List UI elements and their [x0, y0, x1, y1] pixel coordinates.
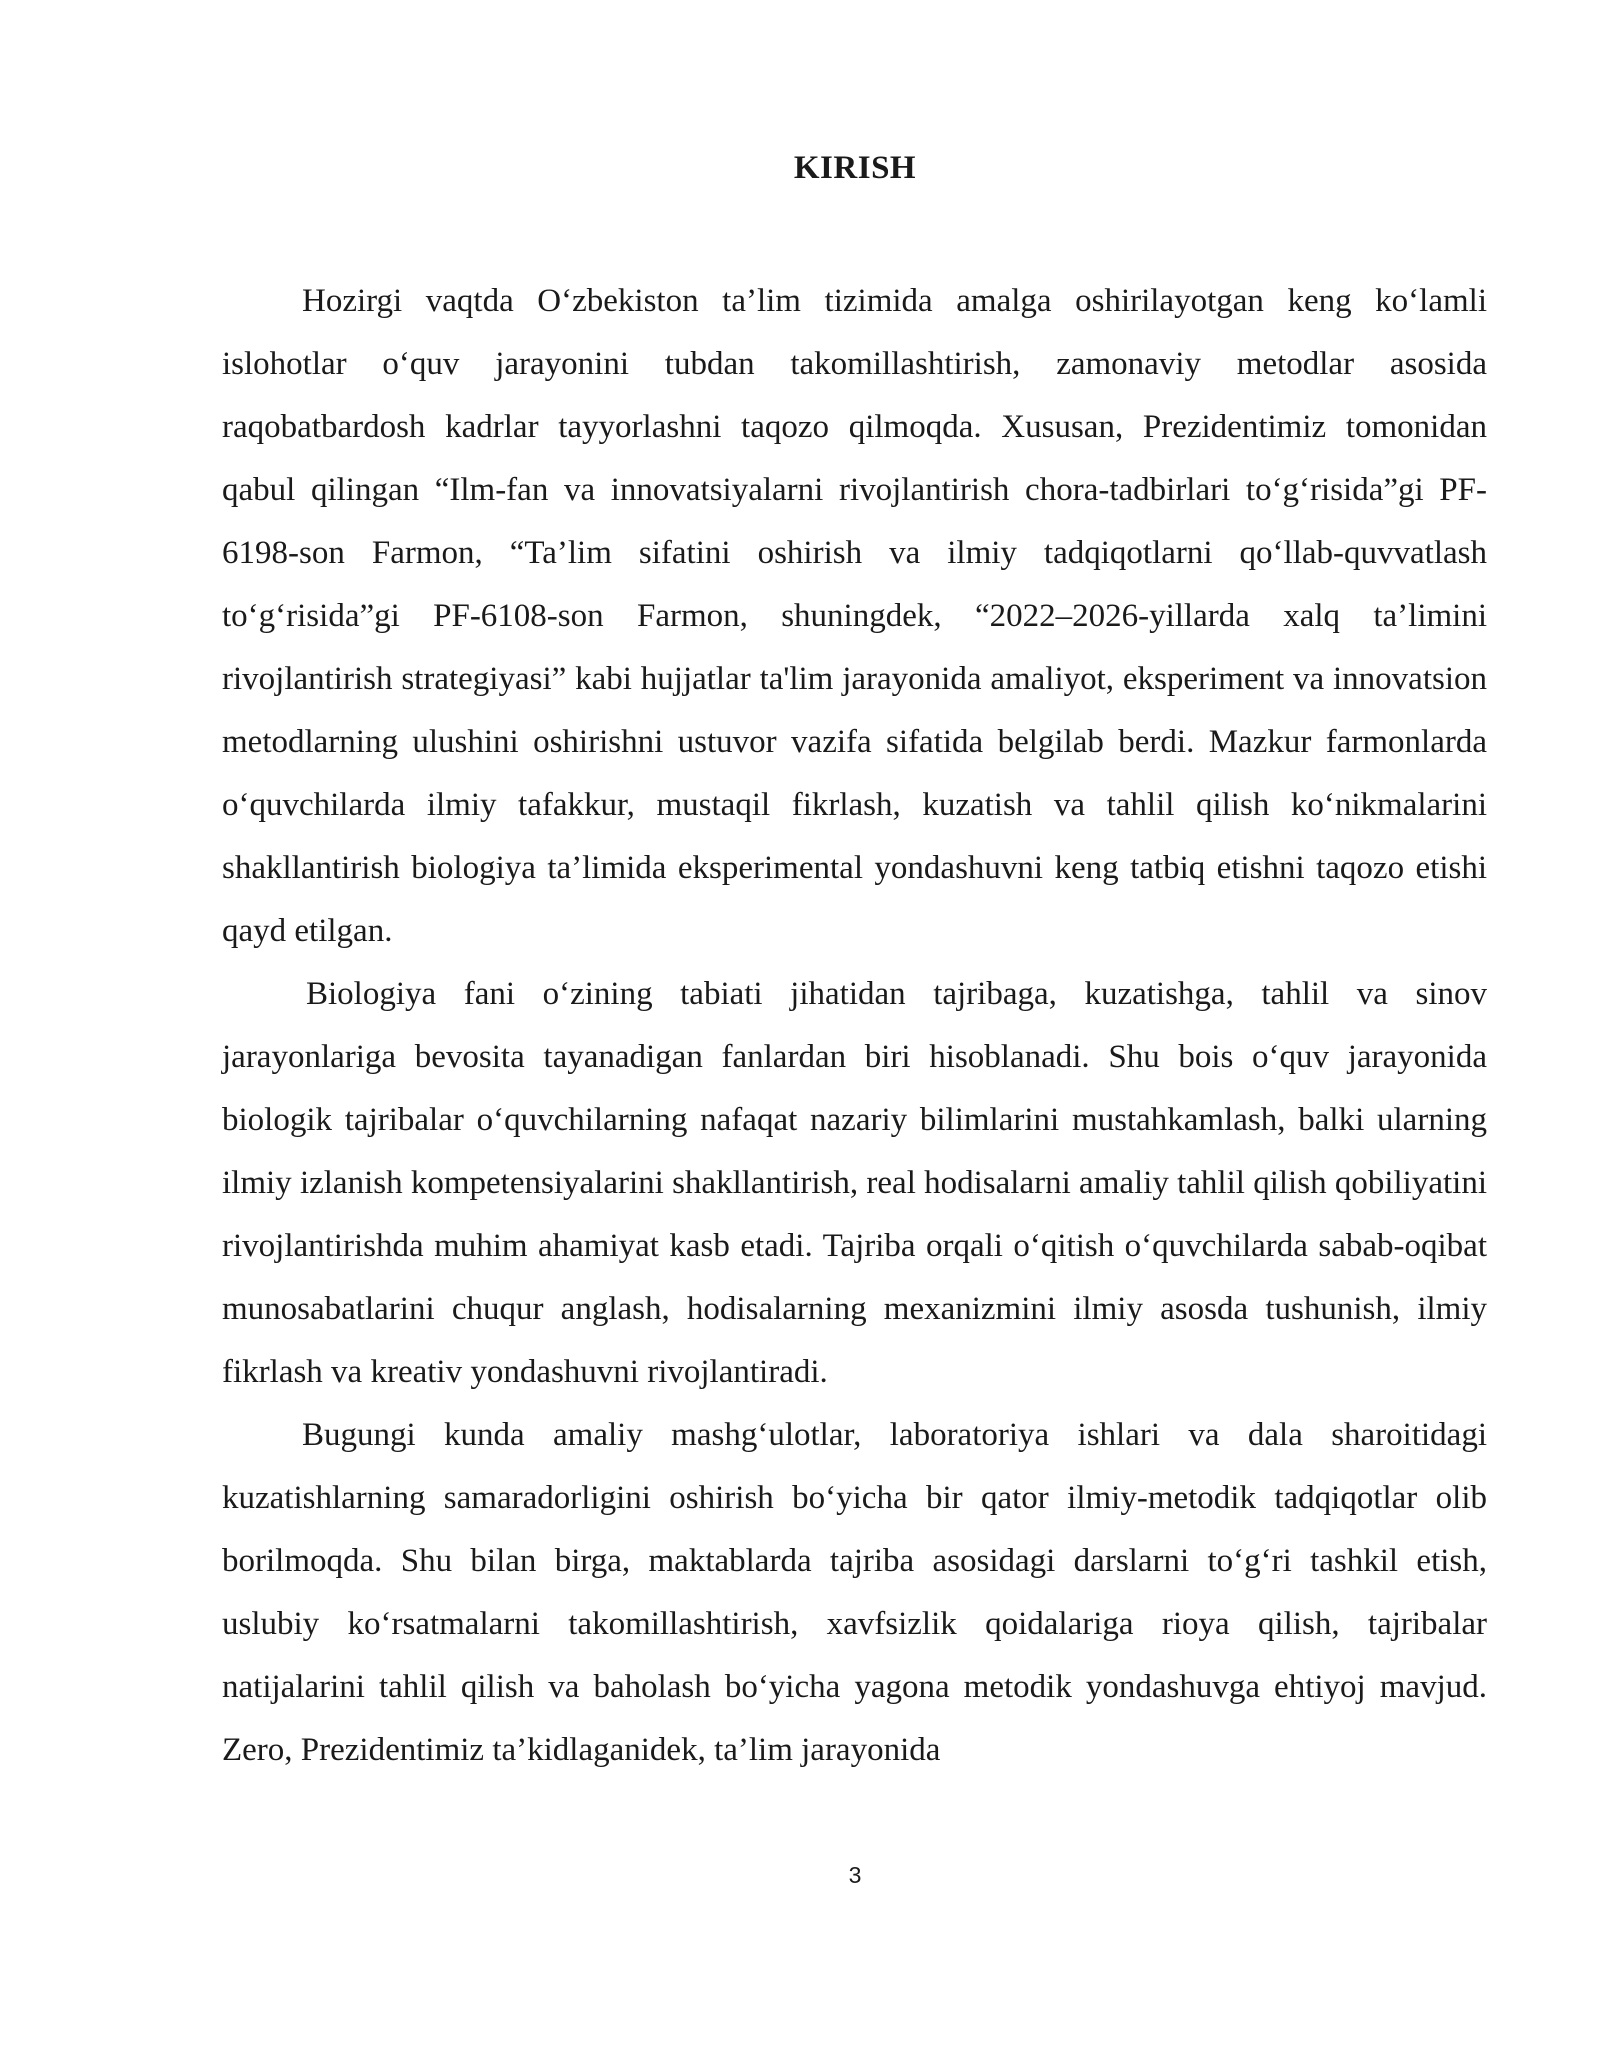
page-number: 3: [848, 1862, 862, 1888]
paragraph-1: Hozirgi vaqtda O‘zbekiston ta’lim tizimida amalga oshirilayotgan keng ko‘lamli islohotlar o‘quv jarayonini tubdan takomillashtirish, zamonaviy metodlar asosida raqobatbardosh kadrlar tayyorlashni taqozo qilmoqda. Xususan, Prezidentimiz tomonidan qabul qilingan “Ilm-fan va innovatsiyalarni rivojlantirish chora-tadbirlari to‘g‘risida”gi PF-6198-son Farmon, “Ta’lim sifatini oshirish va ilmiy tadqiqotlarni qo‘llab-quvvatlash to‘g‘risida”gi PF-6108-son Farmon, shuningdek, “2022–2026-yillarda xalq ta’limini rivojlantirish strategiyasi” kabi hujjatlar ta'lim jarayonida amaliyot, eksperiment va innovatsion metodlarning ulushini oshirishni ustuvor vazifa sifatida belgilab berdi. Mazkur farmonlarda o‘quvchilarda ilmiy tafakkur, mustaqil fikrlash, kuzatish va tahlil qilish ko‘nikmalarini shakllantirish biologiya ta’limida eksperimental yondashuvni keng tatbiq etishni taqozo etishi qayd etilgan.: [222, 283, 1487, 949]
body-text: [222, 270, 1487, 1782]
paragraph-3: Bugungi kunda amaliy mashg‘ulotlar, laboratoriya ishlari va dala sharoitidagi kuzatishlarning samaradorligini oshirish bo‘yicha bir qator ilmiy-metodik tadqiqotlar olib borilmoqda. Shu bilan birga, maktablarda tajriba asosidagi darslarni to‘g‘ri tashkil etish, uslubiy ko‘rsatmalarni takomillashtirish, xavfsizlik qoidalariga rioya qilish, tajribalar natijalarini tahlil qilish va baholash bo‘yicha yagona metodik yondashuvga ehtiyoj mavjud. Zero, Prezidentimiz ta’kidlaganidek, ta’lim jarayonida: [222, 1417, 1487, 1768]
page-title: KIRISH: [793, 150, 917, 186]
paragraph-2: Biologiya fani o‘zining tabiati jihatidan tajribaga, kuzatishga, tahlil va sinov jarayonlariga bevosita tayanadigan fanlardan biri hisoblanadi. Shu bois o‘quv jarayonida biologik tajribalar o‘quvchilarning nafaqat nazariy bilimlarini mustahkamlash, balki ularning ilmiy izlanish kompetensiyalarini shakllantirish, real hodisalarni amaliy tahlil qilish qobiliyatini rivojlantirishda muhim ahamiyat kasb etadi. Tajriba orqali o‘qitish o‘quvchilarda sabab-oqibat munosabatlarini chuqur anglash, hodisalarning mexanizmini ilmiy asosda tushunish, ilmiy fikrlash va kreativ yondashuvni rivojlantiradi.: [222, 976, 1487, 1390]
